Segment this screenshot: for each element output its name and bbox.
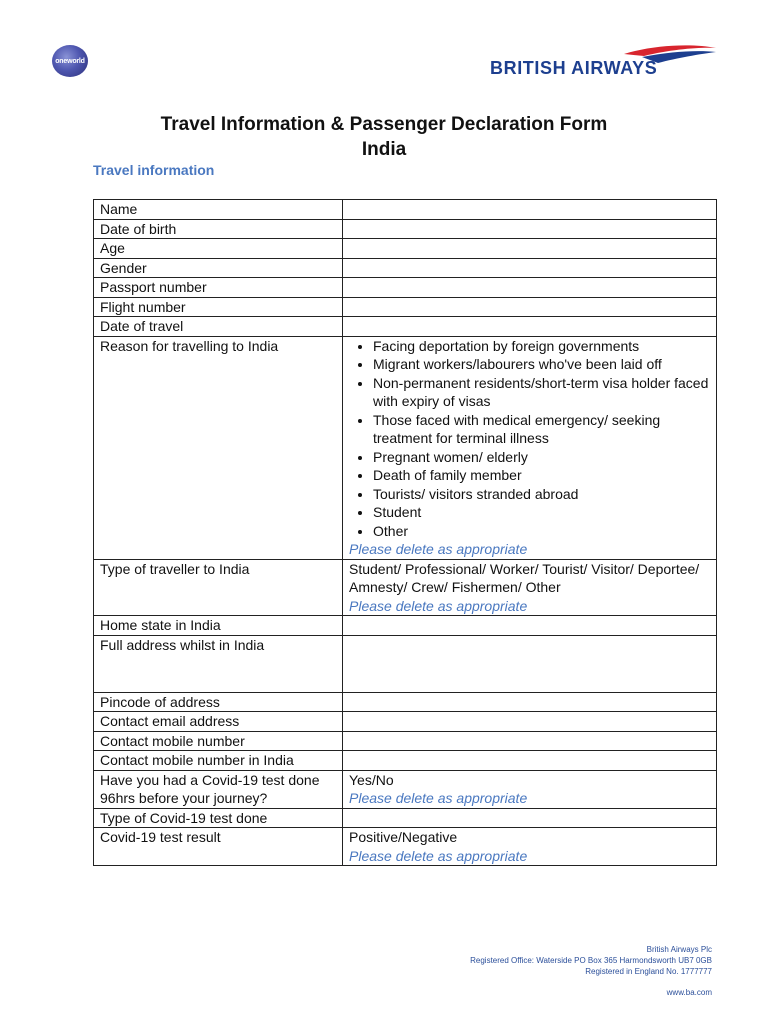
address-label: Full address whilst in India — [94, 635, 343, 692]
age-label: Age — [94, 239, 343, 259]
reason-option: • Those faced with medical emergency/ seeking treatment for terminal illness — [373, 411, 710, 448]
address-field[interactable] — [343, 635, 717, 692]
pincode-label: Pincode of address — [94, 692, 343, 712]
flight-field[interactable] — [343, 297, 717, 317]
reason-option: • Student — [373, 503, 710, 522]
table-row — [94, 808, 717, 828]
british-airways-wordmark: BRITISH AIRWAYS — [490, 58, 658, 78]
pincode-field[interactable] — [343, 692, 717, 712]
footer-registration: Registered in England No. 1777777 — [585, 967, 712, 976]
covid-result-hint: Please delete as appropriate — [349, 847, 528, 864]
gender-field[interactable] — [343, 258, 717, 278]
name-field[interactable] — [343, 200, 717, 220]
reason-option: • Other — [373, 522, 710, 541]
table-row — [94, 559, 717, 616]
covid-result-options: Positive/Negative — [349, 829, 458, 845]
reason-field[interactable] — [343, 336, 717, 559]
reason-option: • Facing deportation by foreign governments — [373, 337, 710, 356]
table-row — [94, 692, 717, 712]
table-row — [94, 770, 717, 808]
email-label: Contact email address — [94, 712, 343, 732]
home-state-label: Home state in India — [94, 616, 343, 636]
table-row — [94, 219, 717, 239]
reason-label: Reason for travelling to India — [94, 336, 343, 559]
footer-website: www.ba.com — [666, 988, 712, 997]
table-row — [94, 751, 717, 771]
section-heading: Travel information — [93, 162, 215, 178]
form-title-line1: Travel Information & Passenger Declaration Form — [160, 114, 608, 135]
oneworld-logo — [52, 45, 88, 77]
traveller-type-hint: Please delete as appropriate — [349, 597, 528, 614]
table-row — [94, 278, 717, 298]
name-label: Name — [94, 200, 343, 220]
covid-test-field[interactable] — [343, 770, 717, 808]
reason-options-list — [349, 337, 710, 541]
covid-type-label: Type of Covid-19 test done — [94, 808, 343, 828]
covid-test-options: Yes/No — [349, 771, 394, 788]
covid-test-hint: Please delete as appropriate — [349, 790, 528, 806]
footer — [470, 944, 712, 998]
footer-company: British Airways Plc — [646, 945, 712, 954]
covid-type-field[interactable] — [343, 808, 717, 828]
table-row — [94, 336, 717, 559]
covid-result-label: Covid-19 test result — [94, 828, 343, 866]
form-title-line2: India — [361, 139, 407, 160]
gender-label: Gender — [94, 258, 343, 278]
home-state-field[interactable] — [343, 616, 717, 636]
reason-option: • Migrant workers/labourers who've been laid off — [373, 355, 710, 374]
covid-result-field[interactable] — [343, 828, 717, 866]
email-field[interactable] — [343, 712, 717, 732]
mobile-india-label: Contact mobile number in India — [94, 751, 343, 771]
mobile-india-field[interactable] — [343, 751, 717, 771]
dob-label: Date of birth — [94, 219, 343, 239]
flight-label: Flight number — [94, 297, 343, 317]
mobile-field[interactable] — [343, 731, 717, 751]
form-title — [0, 112, 768, 162]
dob-field[interactable] — [343, 219, 717, 239]
passport-field[interactable] — [343, 278, 717, 298]
mobile-label: Contact mobile number — [94, 731, 343, 751]
table-row — [94, 712, 717, 732]
table-row — [94, 239, 717, 259]
reason-option: • Non-permanent residents/short-term visa holder faced with expiry of visas — [373, 374, 710, 411]
reason-option: • Tourists/ visitors stranded abroad — [373, 485, 710, 504]
british-airways-logo — [488, 44, 718, 80]
covid-test-label: Have you had a Covid-19 test done 96hrs before your journey? — [94, 770, 343, 808]
table-row — [94, 731, 717, 751]
table-row — [94, 616, 717, 636]
reason-hint: Please delete as appropriate — [349, 541, 528, 557]
travel-date-label: Date of travel — [94, 317, 343, 337]
table-row — [94, 635, 717, 692]
age-field[interactable] — [343, 239, 717, 259]
footer-office: Registered Office: Waterside PO Box 365 Harmondsworth UB7 0GB — [470, 956, 712, 965]
table-row — [94, 828, 717, 866]
travel-information-table — [93, 199, 717, 866]
reason-option: • Death of family member — [373, 466, 710, 485]
table-row — [94, 258, 717, 278]
reason-option: • Pregnant women/ elderly — [373, 448, 710, 467]
table-row — [94, 317, 717, 337]
traveller-type-field[interactable] — [343, 559, 717, 616]
travel-date-field[interactable] — [343, 317, 717, 337]
passport-label: Passport number — [94, 278, 343, 298]
table-row — [94, 200, 717, 220]
table-row — [94, 297, 717, 317]
traveller-type-label: Type of traveller to India — [94, 559, 343, 616]
oneworld-logo-text: oneworld — [55, 57, 85, 65]
traveller-type-options: Student/ Professional/ Worker/ Tourist/ Visitor/ Deportee/ Amnesty/ Crew/ Fishermen/ Other — [349, 560, 700, 595]
